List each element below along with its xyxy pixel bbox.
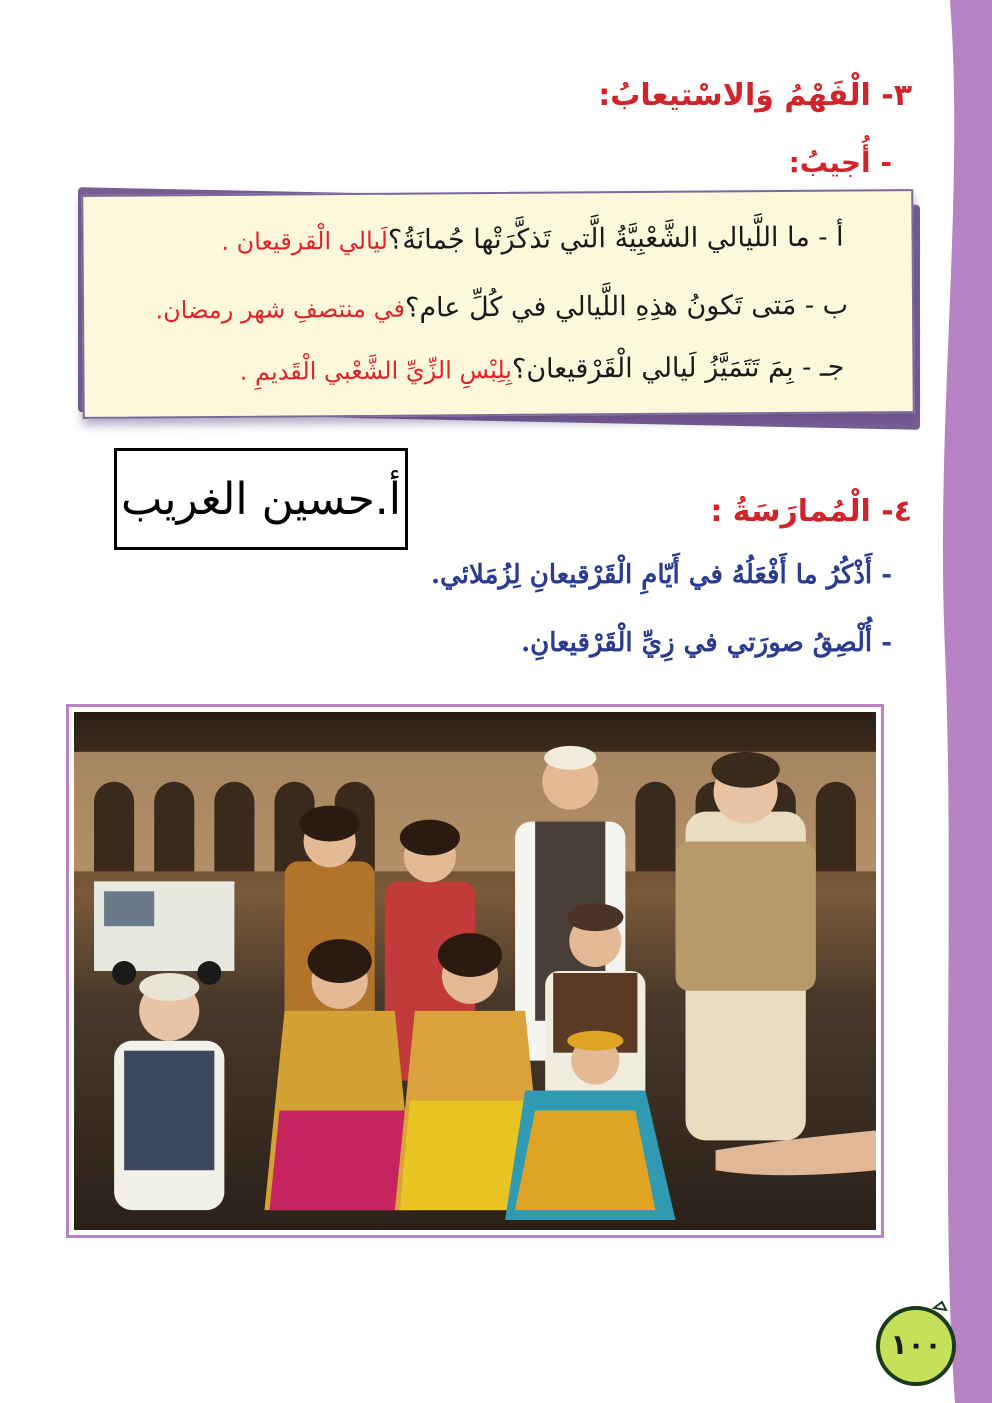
- practice-item-2: - أُلْصِقُ صورَتي في زِيِّ الْقَرْقيعانِ.: [521, 628, 892, 658]
- page-number: ١٠٠: [890, 1328, 942, 1361]
- question-c: [240, 352, 845, 387]
- answer-instruction: - أُجيبُ:: [788, 146, 892, 179]
- practice-item-1: - أَذْكُرُ ما أَفْعَلُهُ في أَيّامِ الْقَرْقيعانِ لِزُمَلائي.: [431, 560, 892, 590]
- children-in-traditional-costume-photo: [74, 712, 876, 1230]
- answer-b: في منتصفِ شهر رمضان.: [155, 294, 406, 325]
- photo-frame: [66, 704, 884, 1238]
- teacher-name-box: أ.حسين الغريب: [114, 448, 408, 550]
- question-a-text: أ - ما اللَّيالي الشَّعْبِيَّةُ الَّتي تَذكَّرَتْها جُمانَةُ؟: [387, 221, 844, 256]
- question-card: [81, 189, 915, 419]
- section-3-title: ٣- الْفَهْمُ وَالاسْتيعابُ:: [598, 78, 912, 113]
- answer-a: لَيالي الْقرقيعان .: [221, 226, 389, 256]
- question-c-text: جـ - بِمَ تَتَمَيَّزُ لَيالي الْقَرْقيعان؟: [511, 351, 845, 385]
- question-b: [155, 290, 848, 326]
- section-4-title: ٤- الْمُمارَسَةُ :: [710, 494, 912, 529]
- question-a: [221, 222, 843, 257]
- answer-c: بِلِبْسِ الزِّيِّ الشَّعْبي الْقَديمِ .: [239, 355, 513, 386]
- question-b-text: ب - مَتى تَكونُ هذِهِ اللَّيالي في كُلِّ عام؟: [404, 289, 849, 324]
